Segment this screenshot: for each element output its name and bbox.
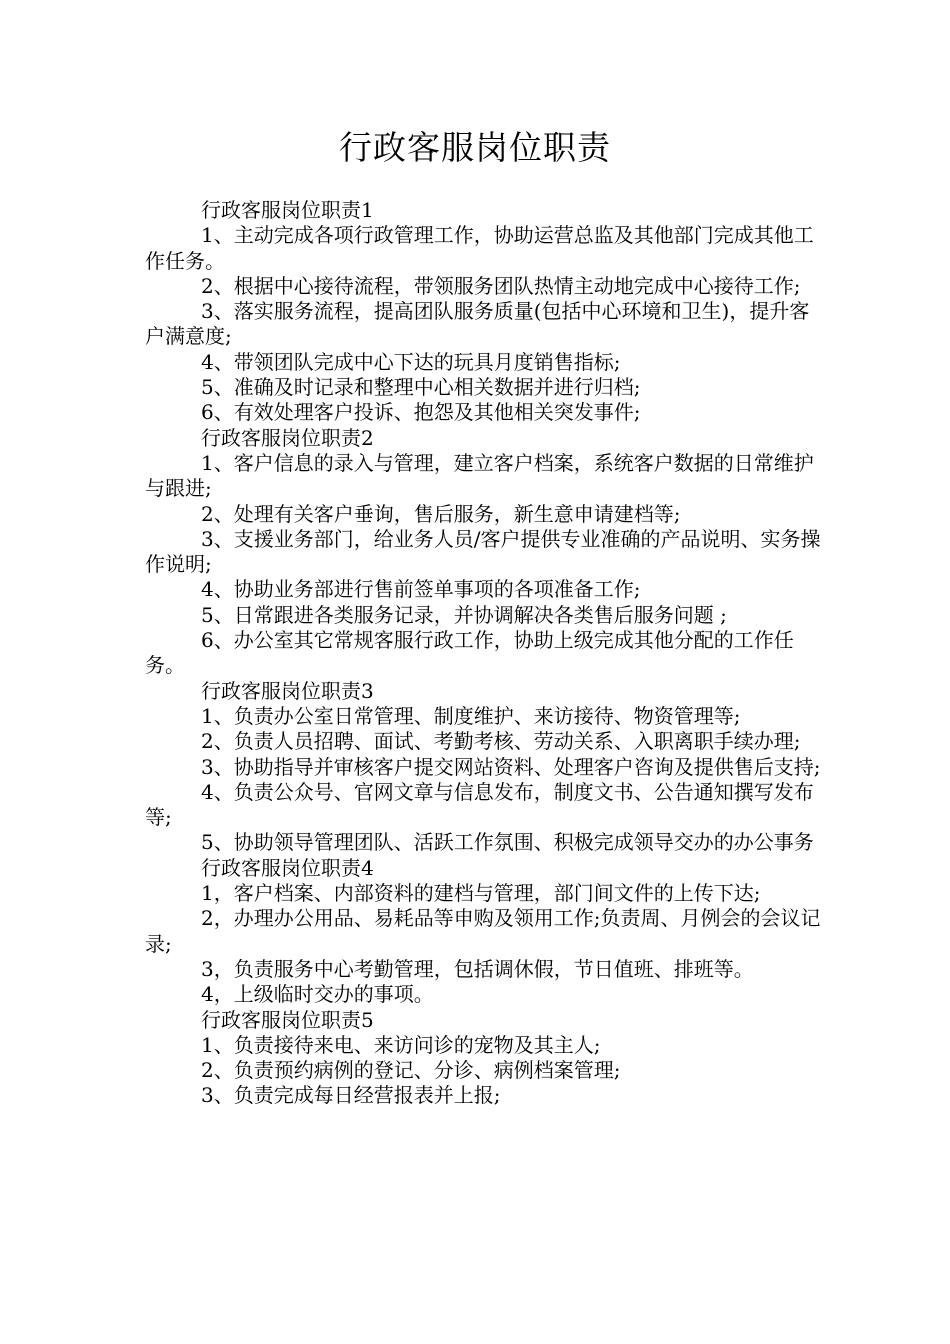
section-item: 2、负责人员招聘、面试、考勤考核、劳动关系、入职离职手续办理; (201, 729, 801, 754)
section-item: 5、日常跟进各类服务记录，并协调解决各类售后服务问题 ; (201, 602, 727, 627)
section-heading: 行政客服岗位职责4 (201, 855, 374, 880)
section-item: 6、有效处理客户投诉、抱怨及其他相关突发事件; (201, 400, 641, 425)
section-heading: 行政客服岗位职责5 (201, 1007, 374, 1032)
section-item: 4、负责公众号、官网文章与信息发布，制度文书、公告通知撰写发布等; (145, 779, 814, 830)
section-heading: 行政客服岗位职责3 (201, 678, 374, 703)
document-body (145, 198, 825, 1109)
section-item: 1、客户信息的录入与管理，建立客户档案，系统客户数据的日常维护与跟进; (145, 450, 814, 501)
section-heading: 行政客服岗位职责1 (201, 198, 374, 222)
section-item: 3、落实服务流程，提高团队服务质量(包括中心环境和卫生)，提升客户满意度; (145, 299, 810, 349)
section-item: 4、带领团队完成中心下达的玩具月度销售指标; (201, 349, 621, 374)
section-item: 1，客户档案、内部资料的建档与管理，部门间文件的上传下达; (201, 881, 761, 906)
section-item: 1、主动完成各项行政管理工作，协助运营总监及其他部门完成其他工作任务。 (145, 223, 814, 273)
section-item: 3、协助指导并审核客户提交网站资料、处理客户咨询及提供售后支持; (201, 754, 821, 779)
section-item: 3、支援业务部门，给业务人员/客户提供专业准确的产品说明、实务操作说明; (145, 526, 821, 577)
section-item: 4，上级临时交办的事项。 (201, 982, 434, 1007)
section-heading: 行政客服岗位职责2 (201, 425, 374, 450)
section-item: 1、负责接待来电、来访问诊的宠物及其主人; (201, 1032, 601, 1057)
section-item: 3、负责完成每日经营报表并上报; (201, 1083, 501, 1108)
section-item: 6、办公室其它常规客服行政工作，协助上级完成其他分配的工作任务。 (145, 628, 794, 678)
section-item: 3，负责服务中心考勤管理，包括调休假，节日值班、排班等。 (201, 956, 754, 981)
section-item: 5、准确及时记录和整理中心相关数据并进行归档; (201, 375, 641, 400)
section-item: 2、根据中心接待流程，带领服务团队热情主动地完成中心接待工作; (201, 273, 801, 298)
document-title: 行政客服岗位职责 (339, 128, 611, 167)
section-item: 2，办理办公用品、易耗品等申购及领用工作;负责周、月例会的会议记录; (145, 906, 821, 956)
section-item: 5、协助领导管理团队、活跃工作氛围、积极完成领导交办的办公事务 (201, 830, 814, 855)
section-item: 1、负责办公室日常管理、制度维护、来访接待、物资管理等; (201, 703, 741, 728)
section-item: 4、协助业务部进行售前签单事项的各项准备工作; (201, 577, 641, 602)
section-item: 2、处理有关客户垂询，售后服务，新生意申请建档等; (201, 501, 681, 526)
section-item: 2、负责预约病例的登记、分诊、病例档案管理; (201, 1058, 621, 1083)
